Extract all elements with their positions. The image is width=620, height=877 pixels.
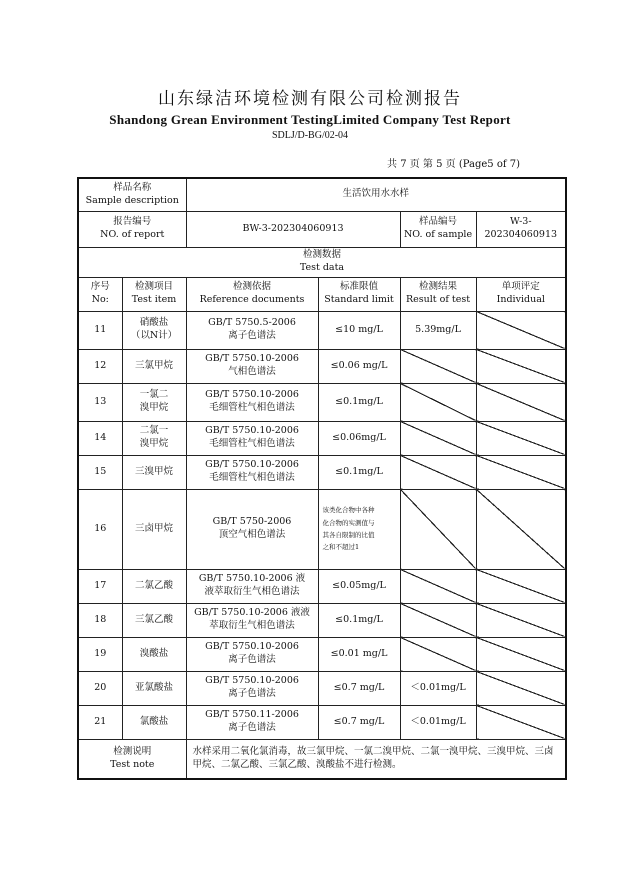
column-header-en: Standard limit <box>324 294 394 305</box>
test-item-line: 溴甲烷 <box>139 438 169 449</box>
reference-document <box>186 705 318 739</box>
standard-limit: ≤0.06 mg/L <box>318 349 400 383</box>
standard-limit-line: 化合物的实测值与 <box>322 518 375 527</box>
test-item <box>122 311 186 349</box>
individual-evaluation <box>476 349 566 383</box>
reference-line: GB/T 5750.10-2006 <box>205 425 299 437</box>
individual-evaluation <box>476 383 566 421</box>
column-header <box>400 277 476 311</box>
test-item <box>122 671 186 705</box>
reference-line: 离子色谱法 <box>228 654 276 665</box>
test-item-line: 氯酸盐 <box>139 715 169 727</box>
table-row <box>78 569 566 603</box>
row-number: 12 <box>78 349 122 383</box>
test-item-line: 二氯乙酸 <box>135 579 174 591</box>
test-item-line: 溴甲烷 <box>139 402 169 413</box>
column-header-en: No: <box>91 294 109 305</box>
row-number: 11 <box>78 311 122 349</box>
individual-evaluation <box>476 455 566 489</box>
column-header <box>186 277 318 311</box>
sample-number-label <box>400 211 476 247</box>
row-number: 15 <box>78 455 122 489</box>
row-number: 18 <box>78 603 122 637</box>
reference-line: 萃取衍生气相色谱法 <box>209 620 295 631</box>
test-item-line: 三卤甲烷 <box>135 522 174 534</box>
test-item-line: 三氯乙酸 <box>135 613 174 625</box>
standard-limit-line: 其各自限制的比值 <box>322 531 375 539</box>
test-item-line: （以N计） <box>130 330 178 341</box>
test-item <box>122 383 186 421</box>
reference-document <box>186 311 318 349</box>
row-number: 16 <box>78 489 122 569</box>
standard-limit: ≤0.1mg/L <box>318 383 400 421</box>
test-item-line: 三氯甲烷 <box>135 359 174 371</box>
label-en: NO. of sample <box>403 229 473 240</box>
reference-line: GB/T 5750.10-2006 <box>205 641 299 653</box>
table-row <box>78 455 566 489</box>
column-header-en: Test item <box>131 294 177 305</box>
sample-number-value: W-3-202304060913 <box>476 211 566 247</box>
row-number: 20 <box>78 671 122 705</box>
column-header-row <box>78 277 566 311</box>
reference-line: 毛细管柱气相色谱法 <box>209 402 295 413</box>
reference-document <box>186 383 318 421</box>
reference-line: GB/T 5750.10-2006 <box>205 459 299 471</box>
test-result <box>400 569 476 603</box>
test-item <box>122 349 186 383</box>
test-item <box>122 455 186 489</box>
reference-document <box>186 421 318 455</box>
reference-line: GB/T 5750.5-2006 <box>208 317 296 329</box>
table-row <box>78 705 566 739</box>
reference-line: GB/T 5750.10-2006 液 <box>198 573 306 585</box>
test-result: ＜0.01mg/L <box>400 671 476 705</box>
standard-limit-line: 该类化合物中各种 <box>322 506 375 515</box>
test-data-header-row <box>78 247 566 277</box>
label-cn: 样品名称 <box>113 181 152 193</box>
test-item-line: 亚氯酸盐 <box>135 681 174 693</box>
table-row <box>78 311 566 349</box>
table-row <box>78 637 566 671</box>
reference-line: 顶空气相色谱法 <box>218 529 286 540</box>
row-number: 17 <box>78 569 122 603</box>
standard-limit: ≤0.1mg/L <box>318 455 400 489</box>
test-item-line: 硝酸盐 <box>139 317 169 329</box>
test-result: ＜0.01mg/L <box>400 705 476 739</box>
test-result <box>400 489 476 569</box>
test-data-label <box>78 247 566 277</box>
individual-evaluation <box>476 637 566 671</box>
column-header-cn: 单项评定 <box>501 281 540 293</box>
test-result <box>400 603 476 637</box>
test-item <box>122 421 186 455</box>
table-row <box>78 489 566 569</box>
standard-limit: ≤0.05mg/L <box>318 569 400 603</box>
column-header-en: Reference documents <box>199 294 305 305</box>
column-header <box>122 277 186 311</box>
column-header <box>78 277 122 311</box>
sample-description-row <box>78 178 566 211</box>
report-title-cn: 山东绿洁环境检测有限公司检测报告 <box>158 89 462 109</box>
test-result <box>400 637 476 671</box>
test-result <box>400 421 476 455</box>
reference-line: GB/T 5750.10-2006 液液 <box>194 607 310 619</box>
test-result: 5.39mg/L <box>400 311 476 349</box>
label-cn: 检测说明 <box>113 745 152 757</box>
standard-limit-line: 之和不超过1 <box>322 543 360 552</box>
test-item <box>122 705 186 739</box>
row-number: 13 <box>78 383 122 421</box>
individual-evaluation <box>476 603 566 637</box>
reference-line: 液萃取衍生气相色谱法 <box>204 586 300 597</box>
test-result <box>400 383 476 421</box>
report-number-row <box>78 211 566 247</box>
test-item <box>122 569 186 603</box>
table-row <box>78 421 566 455</box>
test-result <box>400 455 476 489</box>
column-header-cn: 检测项目 <box>135 281 174 293</box>
reference-line: 离子色谱法 <box>228 330 276 341</box>
label-en: NO. of report <box>100 229 165 240</box>
row-number: 14 <box>78 421 122 455</box>
page-indicator: 共 7 页 第 5 页 (Page5 of 7) <box>387 159 520 170</box>
row-number: 21 <box>78 705 122 739</box>
test-item <box>122 637 186 671</box>
table-row <box>78 349 566 383</box>
report-title-en: Shandong Grean Environment TestingLimited Company Test Report <box>109 112 511 127</box>
reference-line: 气相色谱法 <box>228 366 276 377</box>
reference-document <box>186 603 318 637</box>
test-note-row <box>78 739 566 779</box>
table-row <box>78 603 566 637</box>
column-header <box>476 277 566 311</box>
standard-limit: ≤0.06mg/L <box>318 421 400 455</box>
test-item-line: 二氯一 <box>139 425 169 437</box>
individual-evaluation <box>476 311 566 349</box>
document-code: SDLJ/D-BG/02-04 <box>271 130 349 141</box>
reference-line: 毛细管柱气相色谱法 <box>209 472 295 483</box>
test-note-text: 水样采用二氧化氯消毒，故三氯甲烷、一氯二溴甲烷、二氯一溴甲烷、三溴甲烷、三卤甲烷、二氯乙酸、三氯乙酸、溴酸盐不进行检测。 <box>186 739 566 779</box>
column-header-en: Result of test <box>405 294 471 305</box>
label-en: Sample description <box>85 194 179 206</box>
individual-evaluation <box>476 705 566 739</box>
label-cn: 样品编号 <box>419 216 458 228</box>
table-row <box>78 671 566 705</box>
reference-line: GB/T 5750.10-2006 <box>205 389 299 401</box>
test-item-line: 三溴甲烷 <box>135 465 174 477</box>
standard-limit: ≤0.1mg/L <box>318 603 400 637</box>
standard-limit: ≤10 mg/L <box>318 311 400 349</box>
reference-document <box>186 671 318 705</box>
reference-line: 离子色谱法 <box>228 688 276 699</box>
test-item-line: 溴酸盐 <box>139 647 169 659</box>
reference-line: GB/T 5750-2006 <box>212 516 292 528</box>
reference-document <box>186 349 318 383</box>
column-header-cn: 检测依据 <box>233 281 272 293</box>
sample-description-value: 生活饮用水水样 <box>186 178 566 211</box>
individual-evaluation <box>476 671 566 705</box>
individual-evaluation <box>476 569 566 603</box>
column-header-en: Individual <box>496 294 545 305</box>
reference-line: GB/T 5750.10-2006 <box>205 675 299 687</box>
column-header-cn: 检测结果 <box>419 281 458 293</box>
standard-limit: ≤0.7 mg/L <box>318 671 400 705</box>
report-number-label <box>78 211 186 247</box>
reference-document <box>186 455 318 489</box>
individual-evaluation <box>476 489 566 569</box>
test-item <box>122 489 186 569</box>
reference-line: 毛细管柱气相色谱法 <box>209 438 295 449</box>
reference-document <box>186 489 318 569</box>
column-header-cn: 序号 <box>90 281 110 293</box>
individual-evaluation <box>476 421 566 455</box>
row-number: 19 <box>78 637 122 671</box>
test-result <box>400 349 476 383</box>
report-number-value: BW-3-202304060913 <box>186 211 400 247</box>
sample-description-label <box>78 178 186 211</box>
reference-document <box>186 569 318 603</box>
standard-limit: ≤0.01 mg/L <box>318 637 400 671</box>
label-cn: 检测数据 <box>303 249 342 261</box>
reference-line: GB/T 5750.10-2006 <box>205 353 299 365</box>
column-header-cn: 标准限值 <box>340 281 379 293</box>
reference-line: GB/T 5750.11-2006 <box>205 709 299 721</box>
table-row <box>78 383 566 421</box>
column-header <box>318 277 400 311</box>
test-item <box>122 603 186 637</box>
standard-limit <box>318 489 400 569</box>
label-en: Test data <box>299 262 345 273</box>
standard-limit: ≤0.7 mg/L <box>318 705 400 739</box>
label-en: Test note <box>110 758 155 770</box>
reference-document <box>186 637 318 671</box>
test-note-label <box>78 739 186 779</box>
test-report-table <box>77 177 567 780</box>
reference-line: 离子色谱法 <box>228 722 276 733</box>
test-item-line: 一氯二 <box>139 389 169 401</box>
label-cn: 报告编号 <box>113 216 152 228</box>
